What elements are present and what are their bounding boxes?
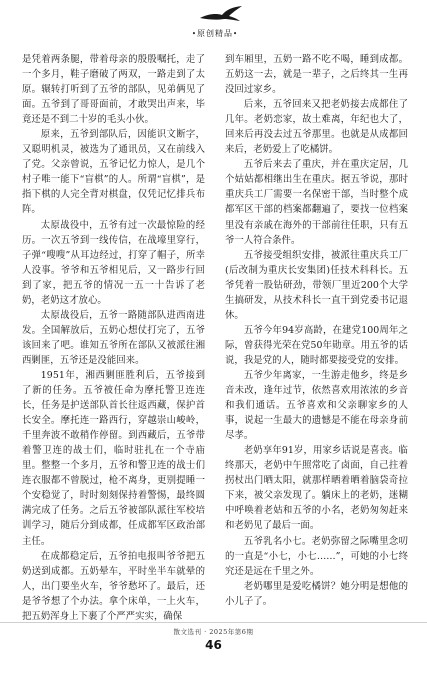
paragraph: 后来，五爷回来又把老奶接去成都住了几年。老奶恋家，故土难离，年纪也大了，回来后再没去过五爷那里。也就是从成都回来后，老奶爱上了吃橘饼。 — [225, 99, 408, 156]
left-column — [22, 52, 205, 624]
page-number: 46 — [205, 638, 222, 652]
section-label-text: 原创精品 — [197, 29, 233, 38]
paragraph: 原来，五爷到部队后，因能识文断字，又聪明机灵，被选为了通讯员，又在前线入了党。父亲曾说，五爷记忆力惊人，是几个村子唯一能下“盲棋”的人。所谓“盲棋”，是指下棋的人完全背对棋盘，仅凭记忆排兵布阵。 — [22, 129, 205, 216]
footer-divider — [0, 622, 427, 623]
paragraph: 五爷乳名小七。老奶弥留之际嘴里念叨的一直是“小七，小七……”，可她的小七终究还是远在千里之外。 — [225, 535, 408, 577]
paragraph: 老奶哪里是爱吃橘饼？她分明是想他的小儿子了。 — [225, 580, 408, 607]
continued-paragraph: 到车厢里，五奶一路不吃不喝，睡到成都。五奶这一去，就是一辈子，之后终其一生再没回过家乡。 — [225, 54, 408, 96]
paragraph: 太原战役中，五爷有过一次最惊险的经历。一次五爷到一线传信，在战壕里穿行，子弹“嗖嗖”从耳边经过，打穿了帽子，所幸人没事。爷爷和五爷相见后，又一路步行回到了家，把五爷的情况一五一十告诉了老奶，老奶这才放心。 — [22, 219, 205, 306]
section-label: •原创精品• — [191, 29, 239, 38]
paragraph: 太原战役后，五爷一路随部队进西南进发。全国解放后，五奶心想仗打完了，五爷该回来了吧。谁知五爷所在部队又被派往湘西剿匪，五爷还是没能回来。 — [22, 309, 205, 366]
paragraph: 1951年，湘西剿匪胜利后，五爷接到了新的任务。五爷被任命为摩托警卫连连长，任务是护送部队首长往返西藏，保护首长安全。摩托连一路西行，穿越崇山峻岭，千里奔波不敢稍作停留。到西藏后，五爷带着警卫连的战士们，临时驻扎在一个寺庙里。整整一个多月，五爷和警卫连的战士们连衣服都不曾脱过，枪不离身，更别提睡一个安稳觉了，时时刻刻保持着警惕，最终圆满完成了任务。之后五爷被部队派往军校培训学习，随后分到成都，任成都军区政治部主任。 — [22, 369, 205, 547]
paragraph: 五爷后来去了重庆，并在重庆定居，几个姑姑都相继出生在重庆。据五爷说，那时重庆兵工厂需要一名保密干部，当时整个成都军区干部的档案都翻遍了，要找一位档案里没有亲戚在海外的干部前往任职，只有五爷一人符合条件。 — [225, 159, 408, 246]
right-column — [225, 52, 408, 609]
paragraph: 在成都稳定后，五爷拍电报叫爷爷把五奶送到成都。五奶晕车，平时坐半车就晕的人，出门要坐火车，爷爷愁坏了。最后，还是爷爷想了个办法。拿个床单，一上火车，把五奶浑身上下裹了个严严实实，确保 — [22, 550, 205, 622]
continued-paragraph: 是凭着两条腿，带着母亲的殷殷嘱托，走了一个多月，鞋子磨破了两双，一路走到了太原。辗转打听到了五爷的部队，见弟俩见了面。五爷到了哥哥面前，才敢哭出声来，毕竟还是不到二十岁的毛头小伙。 — [22, 54, 205, 126]
page-header — [0, 0, 427, 48]
paragraph: 五爷接受组织安排，被派往重庆兵工厂(后改制为重庆长安集团)任技术科科长。五爷凭着一股钻研劲，带领厂里近200个大学生搞研发，从技术科长一直干到党委书记退休。 — [225, 249, 408, 321]
journal-issue: 散文选刊 · 2025年第6期 — [173, 628, 254, 636]
paragraph: 老奶享年91岁，用家乡话说是喜丧。临终那天，老奶中午照常吃了卤面，自己拄着拐杖出门晒太阳，就那样晒着晒着脑袋奇拉下来，被父亲发现了。躺床上的老奶，迷糊中呼唤着老姑和五爷的小名，老奶匆匆赶来和老奶见了最后一面。 — [225, 445, 408, 532]
paragraph: 五爷少年离家，一生游走他乡，终是乡音未改，逢年过节，依然喜欢用浓浓的乡音和我们通话。五爷喜欢和父亲聊家乡的人事，说起一生最大的遗憾是不能在母亲身前尽孝。 — [225, 369, 408, 442]
paragraph: 五爷今年94岁高龄，在建党100周年之际，曾获得光荣在党50年勋章。用五爷的话说，我是党的人，随时都要接受党的安排。 — [225, 324, 408, 366]
crane-logo-icon — [198, 4, 244, 28]
